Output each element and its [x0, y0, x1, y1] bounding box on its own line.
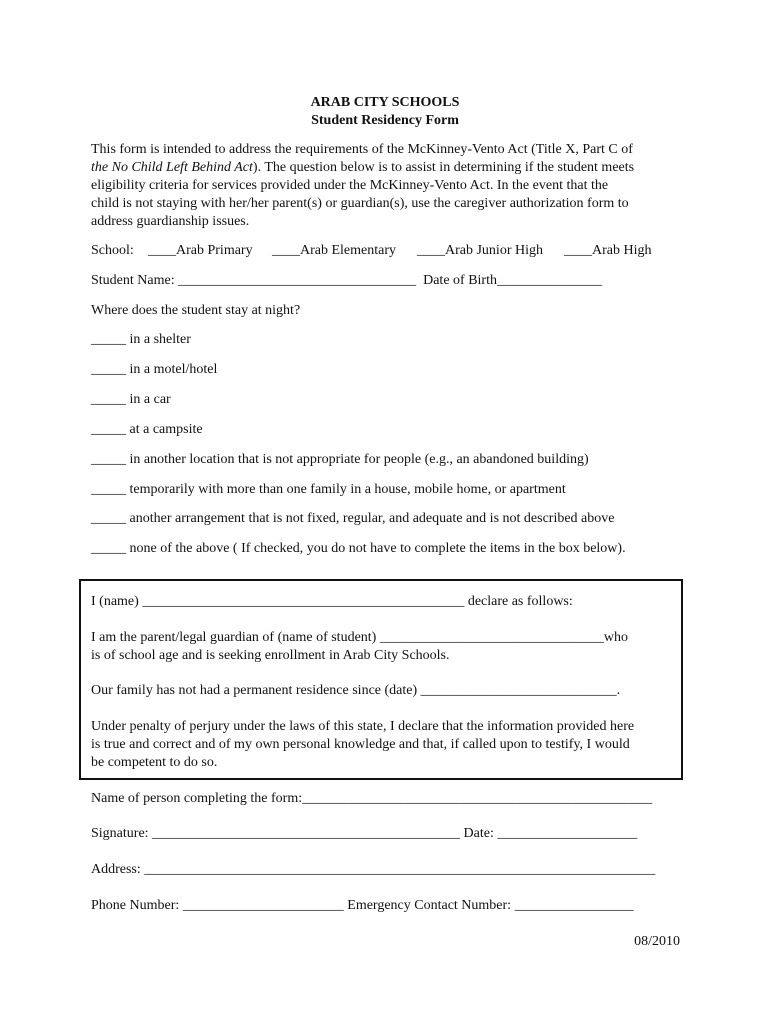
- school-option-primary[interactable]: ____Arab Primary: [148, 243, 253, 258]
- guardian-row-2: is of school age and is seeking enrollment in Arab City Schools.: [91, 648, 450, 663]
- emergency-field[interactable]: _________________: [514, 898, 634, 913]
- phone-field[interactable]: _______________________: [182, 898, 344, 913]
- student-name-field[interactable]: __________________________________: [178, 273, 417, 288]
- night-option-blank[interactable]: _____: [91, 541, 126, 556]
- night-option-label: in a motel/hotel: [129, 362, 218, 377]
- night-option-blank[interactable]: _____: [91, 452, 126, 467]
- completer-row: [91, 790, 652, 808]
- residence-date-field[interactable]: ____________________________: [420, 683, 617, 698]
- intro-line-4: child is not staying with her/her parent(s) or guardian(s), use the caregiver authorization form to: [91, 196, 629, 211]
- night-option-inappropriate: [91, 451, 589, 469]
- residence-label: Our family has not had a permanent residence since (date): [91, 683, 418, 698]
- night-option-shared-housing: [91, 481, 566, 499]
- night-option-label: temporarily with more than one family in a house, mobile home, or apartment: [129, 482, 566, 497]
- signature-row: [91, 825, 637, 843]
- school-option-elementary[interactable]: ____Arab Elementary: [272, 243, 397, 258]
- dob-label: Date of Birth: [423, 273, 497, 288]
- intro-act-name: the No Child Left Behind Act: [91, 160, 253, 175]
- address-field[interactable]: _________________________________________________________________________: [144, 862, 656, 877]
- intro-line-2: [91, 159, 634, 177]
- night-option-label: in a car: [129, 392, 171, 407]
- intro-line-2-rest: ). The question below is to assist in determining if the student meets: [252, 160, 635, 175]
- declare-suffix: declare as follows:: [467, 594, 573, 609]
- student-name-row: [91, 272, 602, 290]
- address-label: Address:: [91, 862, 141, 877]
- night-option-blank[interactable]: _____: [91, 422, 126, 437]
- guardian-label: I am the parent/legal guardian of (name of student): [91, 630, 377, 645]
- completer-label: Name of person completing the form:: [91, 791, 303, 806]
- school-label: School:: [91, 243, 134, 258]
- night-option-label: in a shelter: [129, 332, 191, 347]
- school-option-junior-high[interactable]: ____Arab Junior High: [417, 243, 543, 258]
- school-option-high[interactable]: ____Arab High: [564, 243, 652, 258]
- date-field[interactable]: ____________________: [497, 826, 638, 841]
- night-option-blank[interactable]: _____: [91, 511, 126, 526]
- night-option-car: [91, 391, 171, 409]
- address-row: [91, 861, 655, 879]
- night-option-blank[interactable]: _____: [91, 392, 126, 407]
- night-option-label: another arrangement that is not fixed, regular, and adequate and is not described above: [129, 511, 615, 526]
- emergency-label: Emergency Contact Number:: [347, 898, 512, 913]
- night-option-shelter: [91, 331, 191, 349]
- guardian-row: [91, 629, 628, 647]
- form-subtitle: Student Residency Form: [311, 113, 459, 128]
- night-option-motel: [91, 361, 217, 379]
- intro-line-3: eligibility criteria for services provided under the McKinney-Vento Act. In the event that the: [91, 178, 609, 193]
- night-option-none: [91, 540, 626, 558]
- night-option-blank[interactable]: _____: [91, 332, 126, 347]
- night-option-blank[interactable]: _____: [91, 362, 126, 377]
- signature-field[interactable]: ____________________________________________: [152, 826, 461, 841]
- night-option-label: none of the above ( If checked, you do not have to complete the items in the box below).: [129, 541, 626, 556]
- phone-label: Phone Number:: [91, 898, 180, 913]
- night-option-campsite: [91, 421, 203, 439]
- intro-line-5: address guardianship issues.: [91, 214, 250, 229]
- signature-label: Signature:: [91, 826, 149, 841]
- declaration-name-row: [91, 593, 573, 611]
- completer-field[interactable]: __________________________________________________: [302, 791, 653, 806]
- night-option-label: at a campsite: [129, 422, 203, 437]
- form-title: ARAB CITY SCHOOLS: [310, 95, 460, 110]
- form-revision-date: 08/2010: [634, 934, 680, 949]
- residence-period: .: [616, 683, 621, 698]
- declarant-label: I (name): [91, 594, 139, 609]
- date-label: Date:: [463, 826, 494, 841]
- night-option-other-arrangement: [91, 510, 614, 528]
- perjury-line-2: is true and correct and of my own personal knowledge and that, if called upon to testify, I would: [91, 737, 630, 752]
- night-option-label: in another location that is not appropriate for people (e.g., an abandoned building): [129, 452, 589, 467]
- intro-line-1: This form is intended to address the requirements of the McKinney-Vento Act (Title X, Part C of: [91, 142, 633, 157]
- guardian-suffix: who: [603, 630, 628, 645]
- perjury-line-1: Under penalty of perjury under the laws of this state, I declare that the information provided here: [91, 719, 635, 734]
- dob-field[interactable]: _______________: [496, 273, 602, 288]
- night-question: Where does the student stay at night?: [91, 303, 301, 318]
- declarant-name-field[interactable]: ______________________________________________: [142, 594, 465, 609]
- guardian-student-field[interactable]: ________________________________: [379, 630, 604, 645]
- phone-row: [91, 897, 634, 915]
- student-name-label: Student Name:: [91, 273, 175, 288]
- residence-row: [91, 682, 620, 700]
- perjury-line-3: be competent to do so.: [91, 755, 218, 770]
- night-option-blank[interactable]: _____: [91, 482, 126, 497]
